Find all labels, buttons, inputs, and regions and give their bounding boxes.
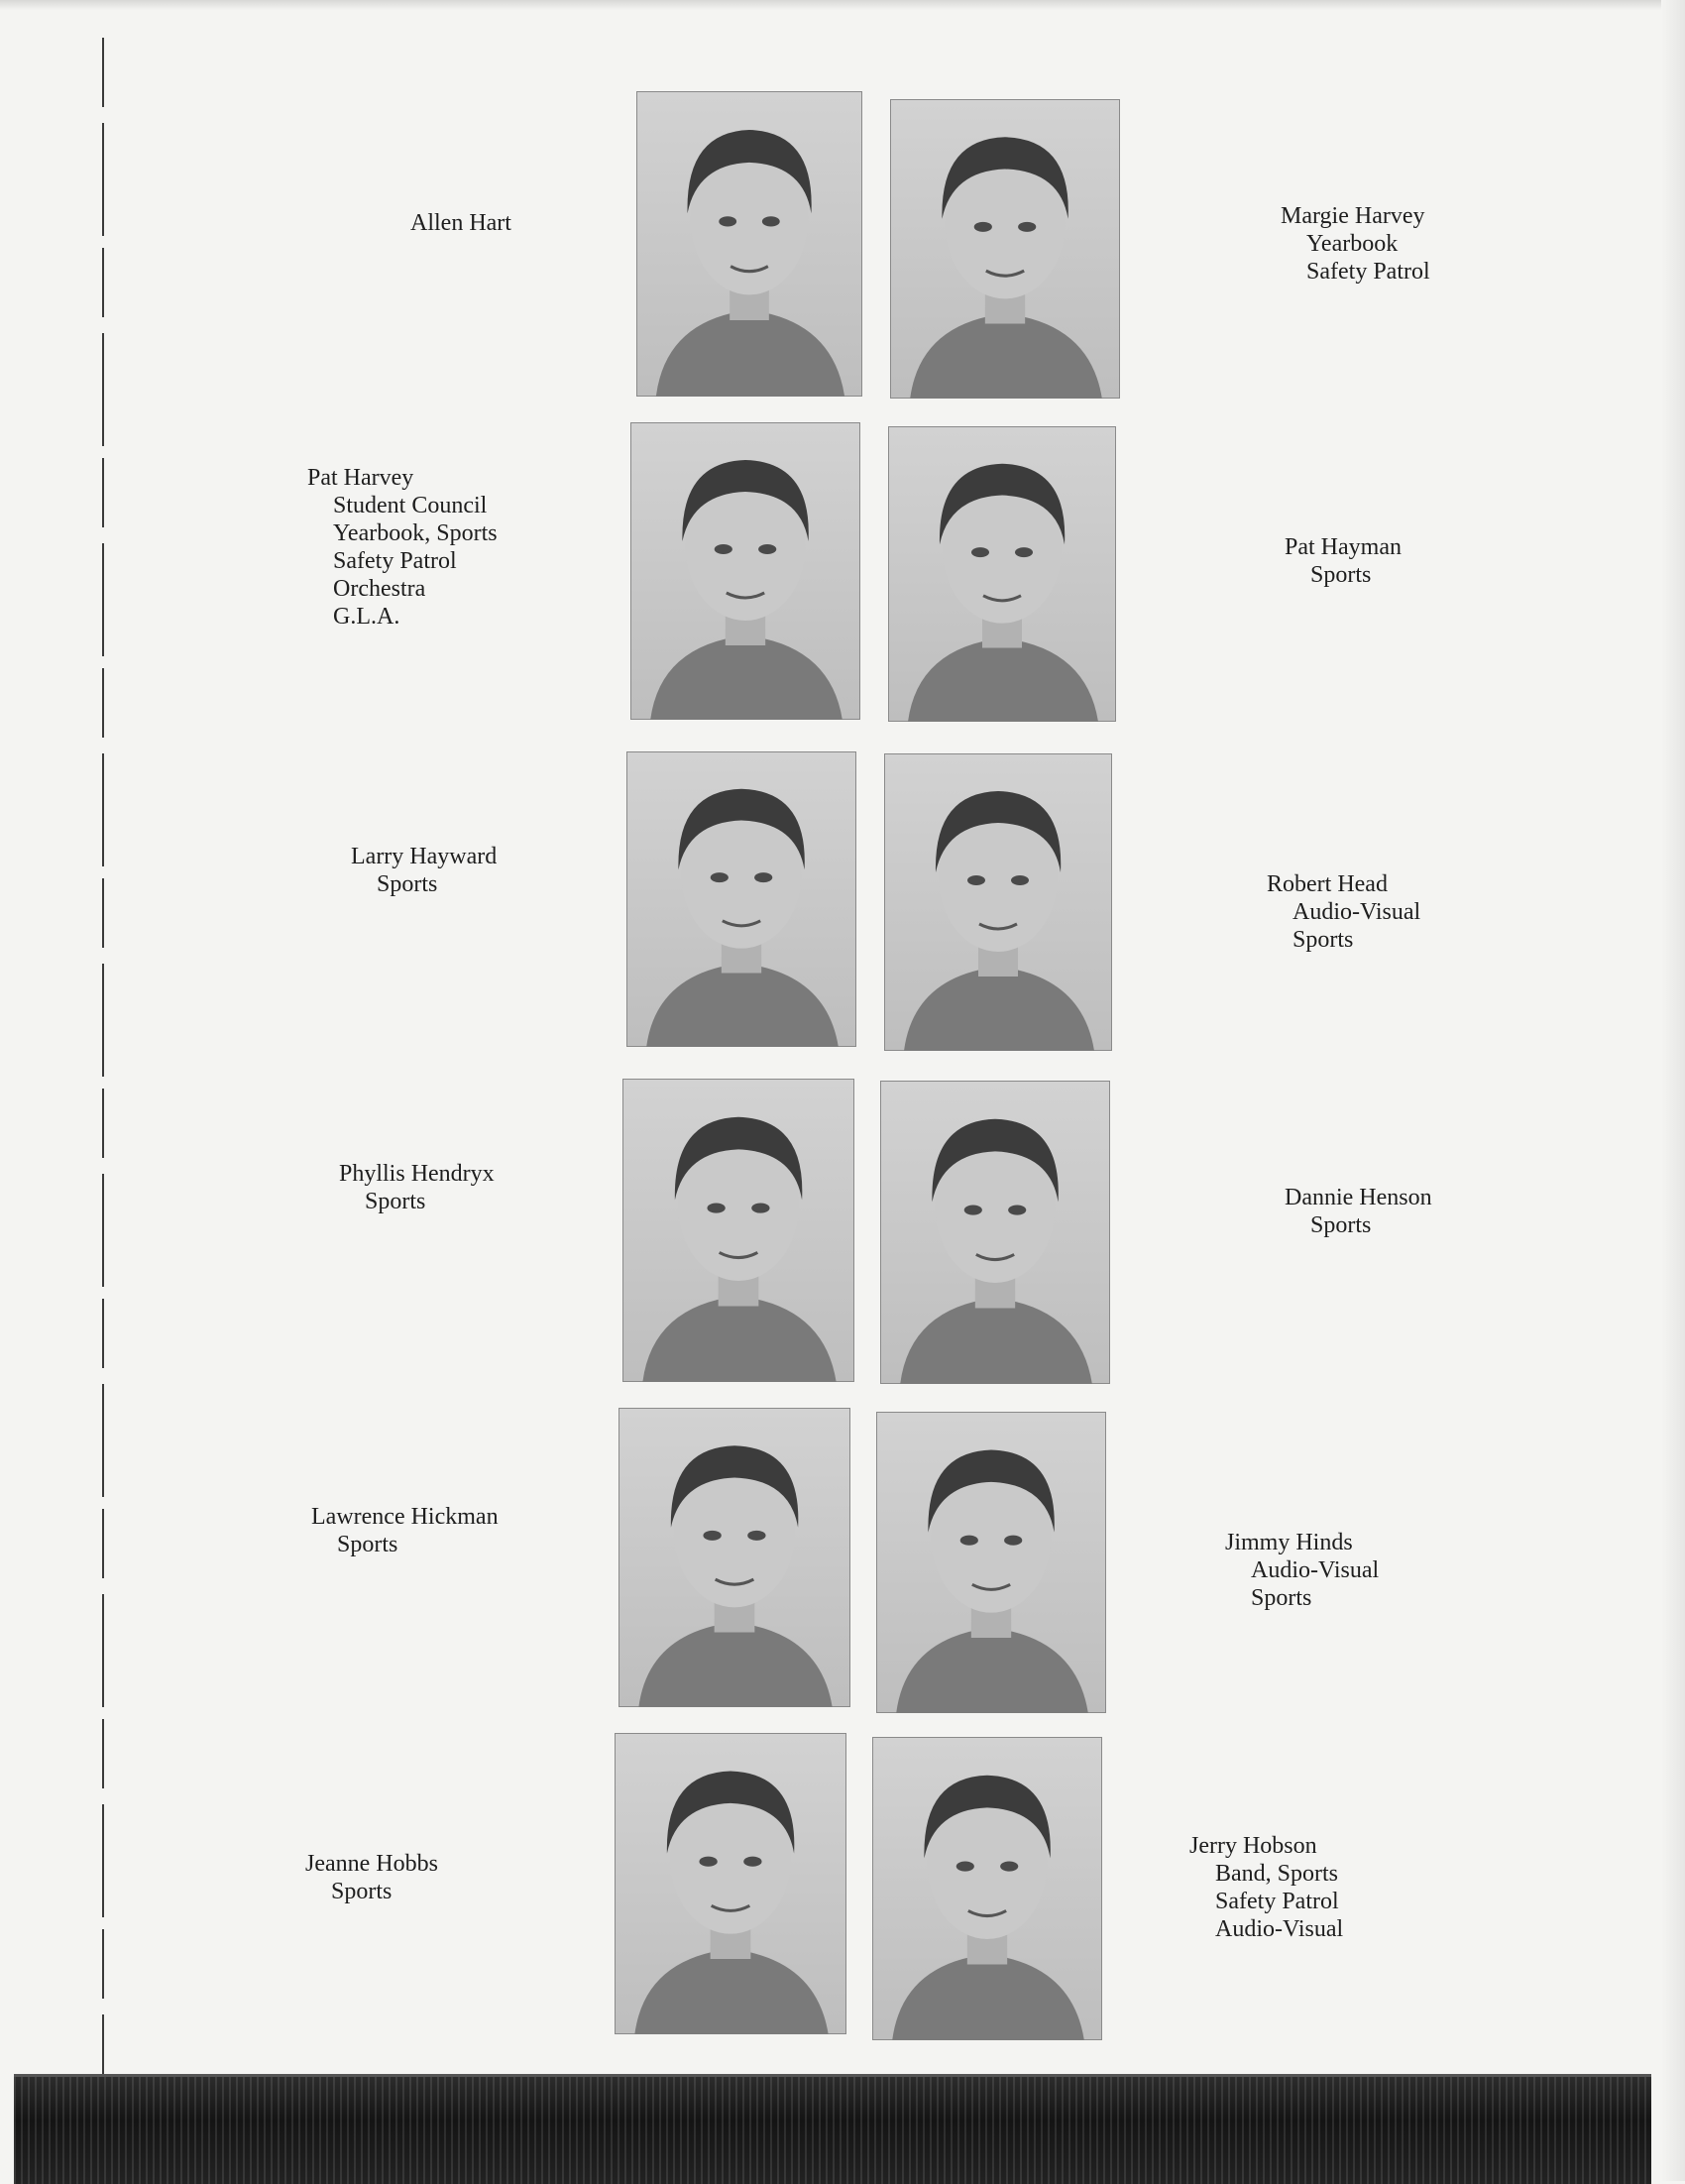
portrait-silhouette	[615, 1733, 846, 2034]
scan-right-edge	[1661, 0, 1685, 2181]
portrait-photo	[884, 753, 1112, 1051]
student-activity: Sports	[337, 1532, 398, 1557]
student-caption	[410, 209, 511, 237]
portrait-silhouette	[626, 751, 856, 1047]
scan-top-edge	[0, 0, 1685, 10]
student-activity: Student Council	[333, 493, 488, 518]
page-fold-line	[102, 38, 104, 2080]
student-caption	[1225, 1529, 1379, 1612]
portrait-photo	[888, 426, 1116, 722]
student-caption	[1281, 202, 1430, 286]
student-caption	[1285, 533, 1402, 589]
student-activity: Yearbook	[1306, 231, 1399, 257]
portrait-photo	[626, 751, 856, 1047]
student-name: Phyllis Hendryx	[339, 1161, 495, 1187]
student-name: Jerry Hobson	[1189, 1833, 1317, 1859]
portrait-photo	[618, 1408, 850, 1707]
binding-strip	[14, 2074, 1651, 2184]
student-caption	[339, 1160, 495, 1215]
student-activity: Safety Patrol	[1215, 1889, 1339, 1914]
student-activity: Sports	[365, 1189, 426, 1214]
student-name: Jeanne Hobbs	[305, 1851, 438, 1877]
portrait-silhouette	[622, 1079, 854, 1382]
student-name: Larry Hayward	[351, 844, 498, 869]
student-name: Dannie Henson	[1285, 1185, 1432, 1210]
portrait-silhouette	[636, 91, 862, 397]
student-activity: Sports	[1292, 927, 1354, 953]
portrait-silhouette	[884, 753, 1112, 1051]
student-name: Lawrence Hickman	[311, 1504, 499, 1530]
student-activity: Audio-Visual	[1251, 1557, 1380, 1583]
portrait-photo	[890, 99, 1120, 399]
student-name: Robert Head	[1267, 871, 1388, 897]
student-activity: Sports	[1310, 562, 1372, 588]
student-activity: Sports	[1251, 1585, 1312, 1611]
portrait-silhouette	[880, 1081, 1110, 1384]
student-activity: Sports	[1310, 1212, 1372, 1238]
student-activity: Sports	[331, 1879, 393, 1904]
student-activity: Audio-Visual	[1215, 1916, 1344, 1942]
student-activity: Orchestra	[333, 576, 426, 602]
student-activity: Safety Patrol	[1306, 259, 1430, 285]
student-caption	[1189, 1832, 1343, 1943]
student-activity: Sports	[377, 871, 438, 897]
portrait-photo	[876, 1412, 1106, 1713]
portrait-photo	[636, 91, 862, 397]
student-name: Allen Hart	[410, 210, 511, 236]
portrait-silhouette	[888, 426, 1116, 722]
portrait-photo	[872, 1737, 1102, 2040]
portrait-silhouette	[876, 1412, 1106, 1713]
student-activity: G.L.A.	[333, 604, 400, 630]
portrait-photo	[880, 1081, 1110, 1384]
student-caption	[307, 464, 498, 631]
student-name: Pat Hayman	[1285, 534, 1402, 560]
portrait-silhouette	[630, 422, 860, 720]
student-caption	[305, 1850, 438, 1905]
portrait-photo	[615, 1733, 846, 2034]
student-activity: Band, Sports	[1215, 1861, 1339, 1887]
student-name: Margie Harvey	[1281, 203, 1425, 229]
student-caption	[311, 1503, 499, 1558]
portrait-silhouette	[872, 1737, 1102, 2040]
portrait-photo	[622, 1079, 854, 1382]
student-name: Pat Harvey	[307, 465, 414, 491]
portrait-silhouette	[618, 1408, 850, 1707]
student-activity: Audio-Visual	[1292, 899, 1421, 925]
student-caption	[1285, 1184, 1432, 1239]
student-caption	[1267, 870, 1420, 954]
portrait-photo	[630, 422, 860, 720]
student-name: Jimmy Hinds	[1225, 1530, 1353, 1555]
student-activity: Safety Patrol	[333, 548, 457, 574]
portrait-silhouette	[890, 99, 1120, 399]
student-caption	[351, 843, 497, 898]
student-activity: Yearbook, Sports	[333, 520, 498, 546]
